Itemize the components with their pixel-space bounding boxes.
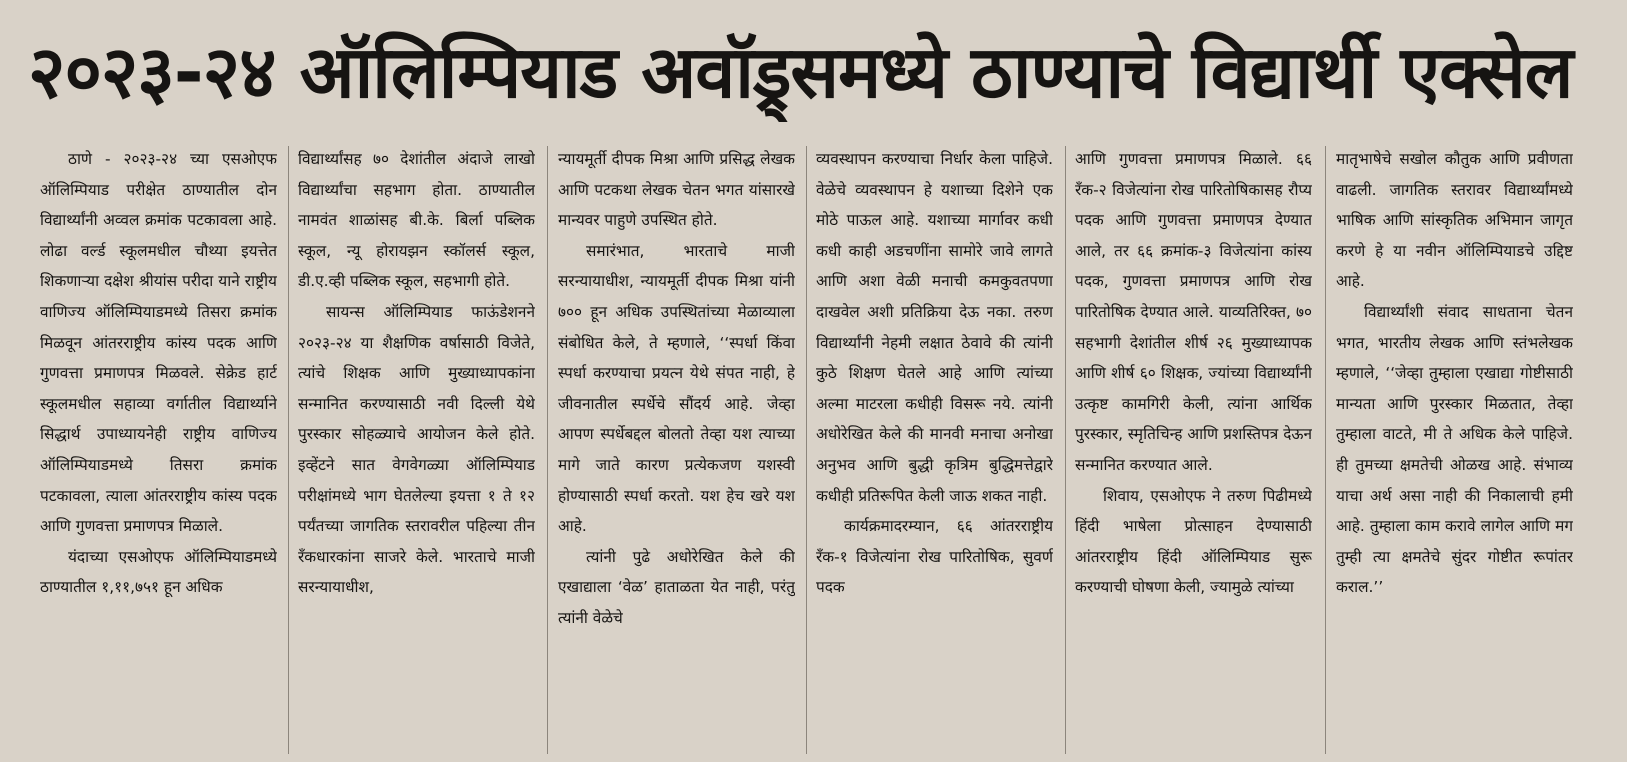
headline: २०२३-२४ ऑलिम्पियाड अवॉड्र्समध्ये ठाण्याचे विद्यार्थी एक्सेल bbox=[28, 30, 1573, 114]
article-column-1 bbox=[40, 144, 277, 756]
paragraph: त्यांनी पुढे अधोरेखित केले की एखाद्याला ‘वेळ’ हाताळता येत नाही, परंतु त्यांनी वेळेचे bbox=[558, 547, 795, 627]
column-divider bbox=[547, 146, 548, 754]
paragraph: शिवाय, एसओएफ ने तरुण पिढीमध्ये हिंदी भाषेला प्रोत्साहन देण्यासाठी आंतरराष्ट्रीय हिंदी ऑलिम्पियाड सुरू करण्याची घोषणा केली, ज्यामुळे त्यांच्या bbox=[1075, 486, 1312, 597]
paragraph: सायन्स ऑलिम्पियाड फाऊंडेशनने २०२३-२४ या शैक्षणिक वर्षासाठी विजेते, त्यांचे शिक्षक आणि मुख्याध्यापकांना सन्मानित करण्यासाठी नवी दिल्ली येथे पुरस्कार सोहळ्याचे आयोजन केले होते. इव्हेंटने सात वेगवेगळ्या ऑलिम्पियाड परीक्षांमध्ये भाग घेतलेल्या इयत्ता १ ते १२ पर्यंतच्या जागतिक स्तरावरील पहिल्या तीन रँकधारकांना साजरे केले. भारताचे माजी सरन्यायाधीश, bbox=[298, 302, 535, 597]
paragraph: आणि गुणवत्ता प्रमाणपत्र मिळाले. ६६ रँक-२ विजेत्यांना रोख पारितोषिकासह रौप्य पदक आणि गुणवत्ता प्रमाणपत्र देण्यात आले, तर ६६ क्रमांक-३ विजेत्यांना कांस्य पदक, गुणवत्ता प्रमाणपत्र आणि रोख पारितोषिक देण्यात आले. याव्यतिरिक्त, ७० सहभागी देशांतील शीर्ष २६ मुख्याध्यापक आणि शीर्ष ६० शिक्षक, ज्यांच्या विद्यार्थ्यांनी उत्कृष्ट कामगिरी केली, त्यांना आर्थिक पुरस्कार, स्मृतिचिन्ह आणि प्रशस्तिपत्र देऊन सन्मानित करण्यात आले. bbox=[1075, 150, 1312, 474]
article-column-4 bbox=[816, 144, 1053, 756]
article-column-2 bbox=[298, 144, 535, 756]
column-divider bbox=[1065, 146, 1066, 754]
paragraph: व्यवस्थापन करण्याचा निर्धार केला पाहिजे. वेळेचे व्यवस्थापन हे यशाच्या दिशेने एक मोठे पाऊल आहे. यशाच्या मार्गावर कधी कधी काही अडचणींना सामोरे जावे लागते आणि अशा वेळी मनाची कमकुवतपणा दाखवेल अशी प्रतिक्रिया देऊ नका. तरुण विद्यार्थ्यांनी नेहमी लक्षात ठेवावे की त्यांनी कुठे शिक्षण घेतले आहे आणि त्यांच्या अल्मा माटरला कधीही विसरू नये. त्यांनी अधोरेखित केले की मानवी मनाचा अनोखा अनुभव आणि बुद्धी कृत्रिम बुद्धिमत्तेद्वारे कधीही प्रतिरूपित केली जाऊ शकत नाही. bbox=[816, 150, 1053, 505]
paragraph: विद्यार्थ्यांसह ७० देशांतील अंदाजे लाखो विद्यार्थ्यांचा सहभाग होता. ठाण्यातील नामवंत शाळांसह बी.के. बिर्ला पब्लिक स्कूल, न्यू होरायझन स्कॉलर्स स्कूल, डी.ए.व्ही पब्लिक स्कूल, सहभागी होते. bbox=[298, 150, 535, 291]
paragraph: मातृभाषेचे सखोल कौतुक आणि प्रवीणता वाढली. जागतिक स्तरावर विद्यार्थ्यांमध्ये भाषिक आणि सांस्कृतिक अभिमान जागृत करणे हे या नवीन ऑलिम्पियाडचे उद्दिष्ट आहे. bbox=[1336, 150, 1573, 291]
article-column-5 bbox=[1075, 144, 1312, 756]
article-column-6 bbox=[1336, 144, 1573, 756]
column-divider bbox=[288, 146, 289, 754]
column-divider bbox=[806, 146, 807, 754]
paragraph: यंदाच्या एसओएफ ऑलिम्पियाडमध्ये ठाण्यातील १,११,७५१ हून अधिक bbox=[40, 547, 277, 597]
article-body bbox=[40, 144, 1588, 756]
paragraph: न्यायमूर्ती दीपक मिश्रा आणि प्रसिद्ध लेखक आणि पटकथा लेखक चेतन भगत यांसारखे मान्यवर पाहुणे उपस्थित होते. bbox=[558, 150, 795, 230]
paragraph: ठाणे - २०२३-२४ च्या एसओएफ ऑलिम्पियाड परीक्षेत ठाण्यातील दोन विद्यार्थ्यांनी अव्वल क्रमांक पटकावला आहे. लोढा वर्ल्ड स्कूलमधील चौथ्या इयत्तेत शिकणाऱ्या दक्षेश श्रीयांस परीदा याने राष्ट्रीय वाणिज्य ऑलिम्पियाडमध्ये तिसरा क्रमांक मिळवून आंतरराष्ट्रीय कांस्य पदक आणि गुणवत्ता प्रमाणपत्र मिळवले. सेक्रेड हार्ट स्कूलमधील सहाव्या वर्गातील विद्यार्थ्याने सिद्धार्थ उपाध्यायनेही राष्ट्रीय वाणिज्य ऑलिम्पियाडमध्ये तिसरा क्रमांक पटकावला, त्याला आंतरराष्ट्रीय कांस्य पदक आणि गुणवत्ता प्रमाणपत्र मिळाले. bbox=[40, 150, 277, 536]
paragraph: विद्यार्थ्यांशी संवाद साधताना चेतन भगत, भारतीय लेखक आणि स्तंभलेखक म्हणाले, ‘‘जेव्हा तुम्हाला एखाद्या गोष्टीसाठी मान्यता आणि पुरस्कार मिळतात, तेव्हा तुम्हाला वाटते, मी ते अधिक केले पाहिजे. ही तुमच्या क्षमतेची ओळख आहे. संभाव्य याचा अर्थ असा नाही की निकालाची हमी आहे. तुम्हाला काम करावे लागेल आणि मग तुम्ही त्या क्षमतेचे सुंदर गोष्टीत रूपांतर कराल.’’ bbox=[1336, 302, 1573, 597]
article-column-3 bbox=[558, 144, 795, 756]
column-divider bbox=[1325, 146, 1326, 754]
paragraph: कार्यक्रमादरम्यान, ६६ आंतरराष्ट्रीय रँक-१ विजेत्यांना रोख पारितोषिक, सुवर्ण पदक bbox=[816, 517, 1053, 597]
paragraph: समारंभात, भारताचे माजी सरन्यायाधीश, न्यायमूर्ती दीपक मिश्रा यांनी ७०० हून अधिक उपस्थितांच्या मेळाव्याला संबोधित केले, ते म्हणाले, ‘‘स्पर्धा किंवा स्पर्धा करण्याचा प्रयत्न येथे संपत नाही, हे जीवनातील स्पर्धेचे सौंदर्य आहे. जेव्हा आपण स्पर्धेबद्दल बोलतो तेव्हा यश त्याच्या मागे जाते कारण प्रत्येकजण यशस्वी होण्यासाठी स्पर्धा करतो. यश हेच खरे यश आहे. bbox=[558, 241, 795, 536]
